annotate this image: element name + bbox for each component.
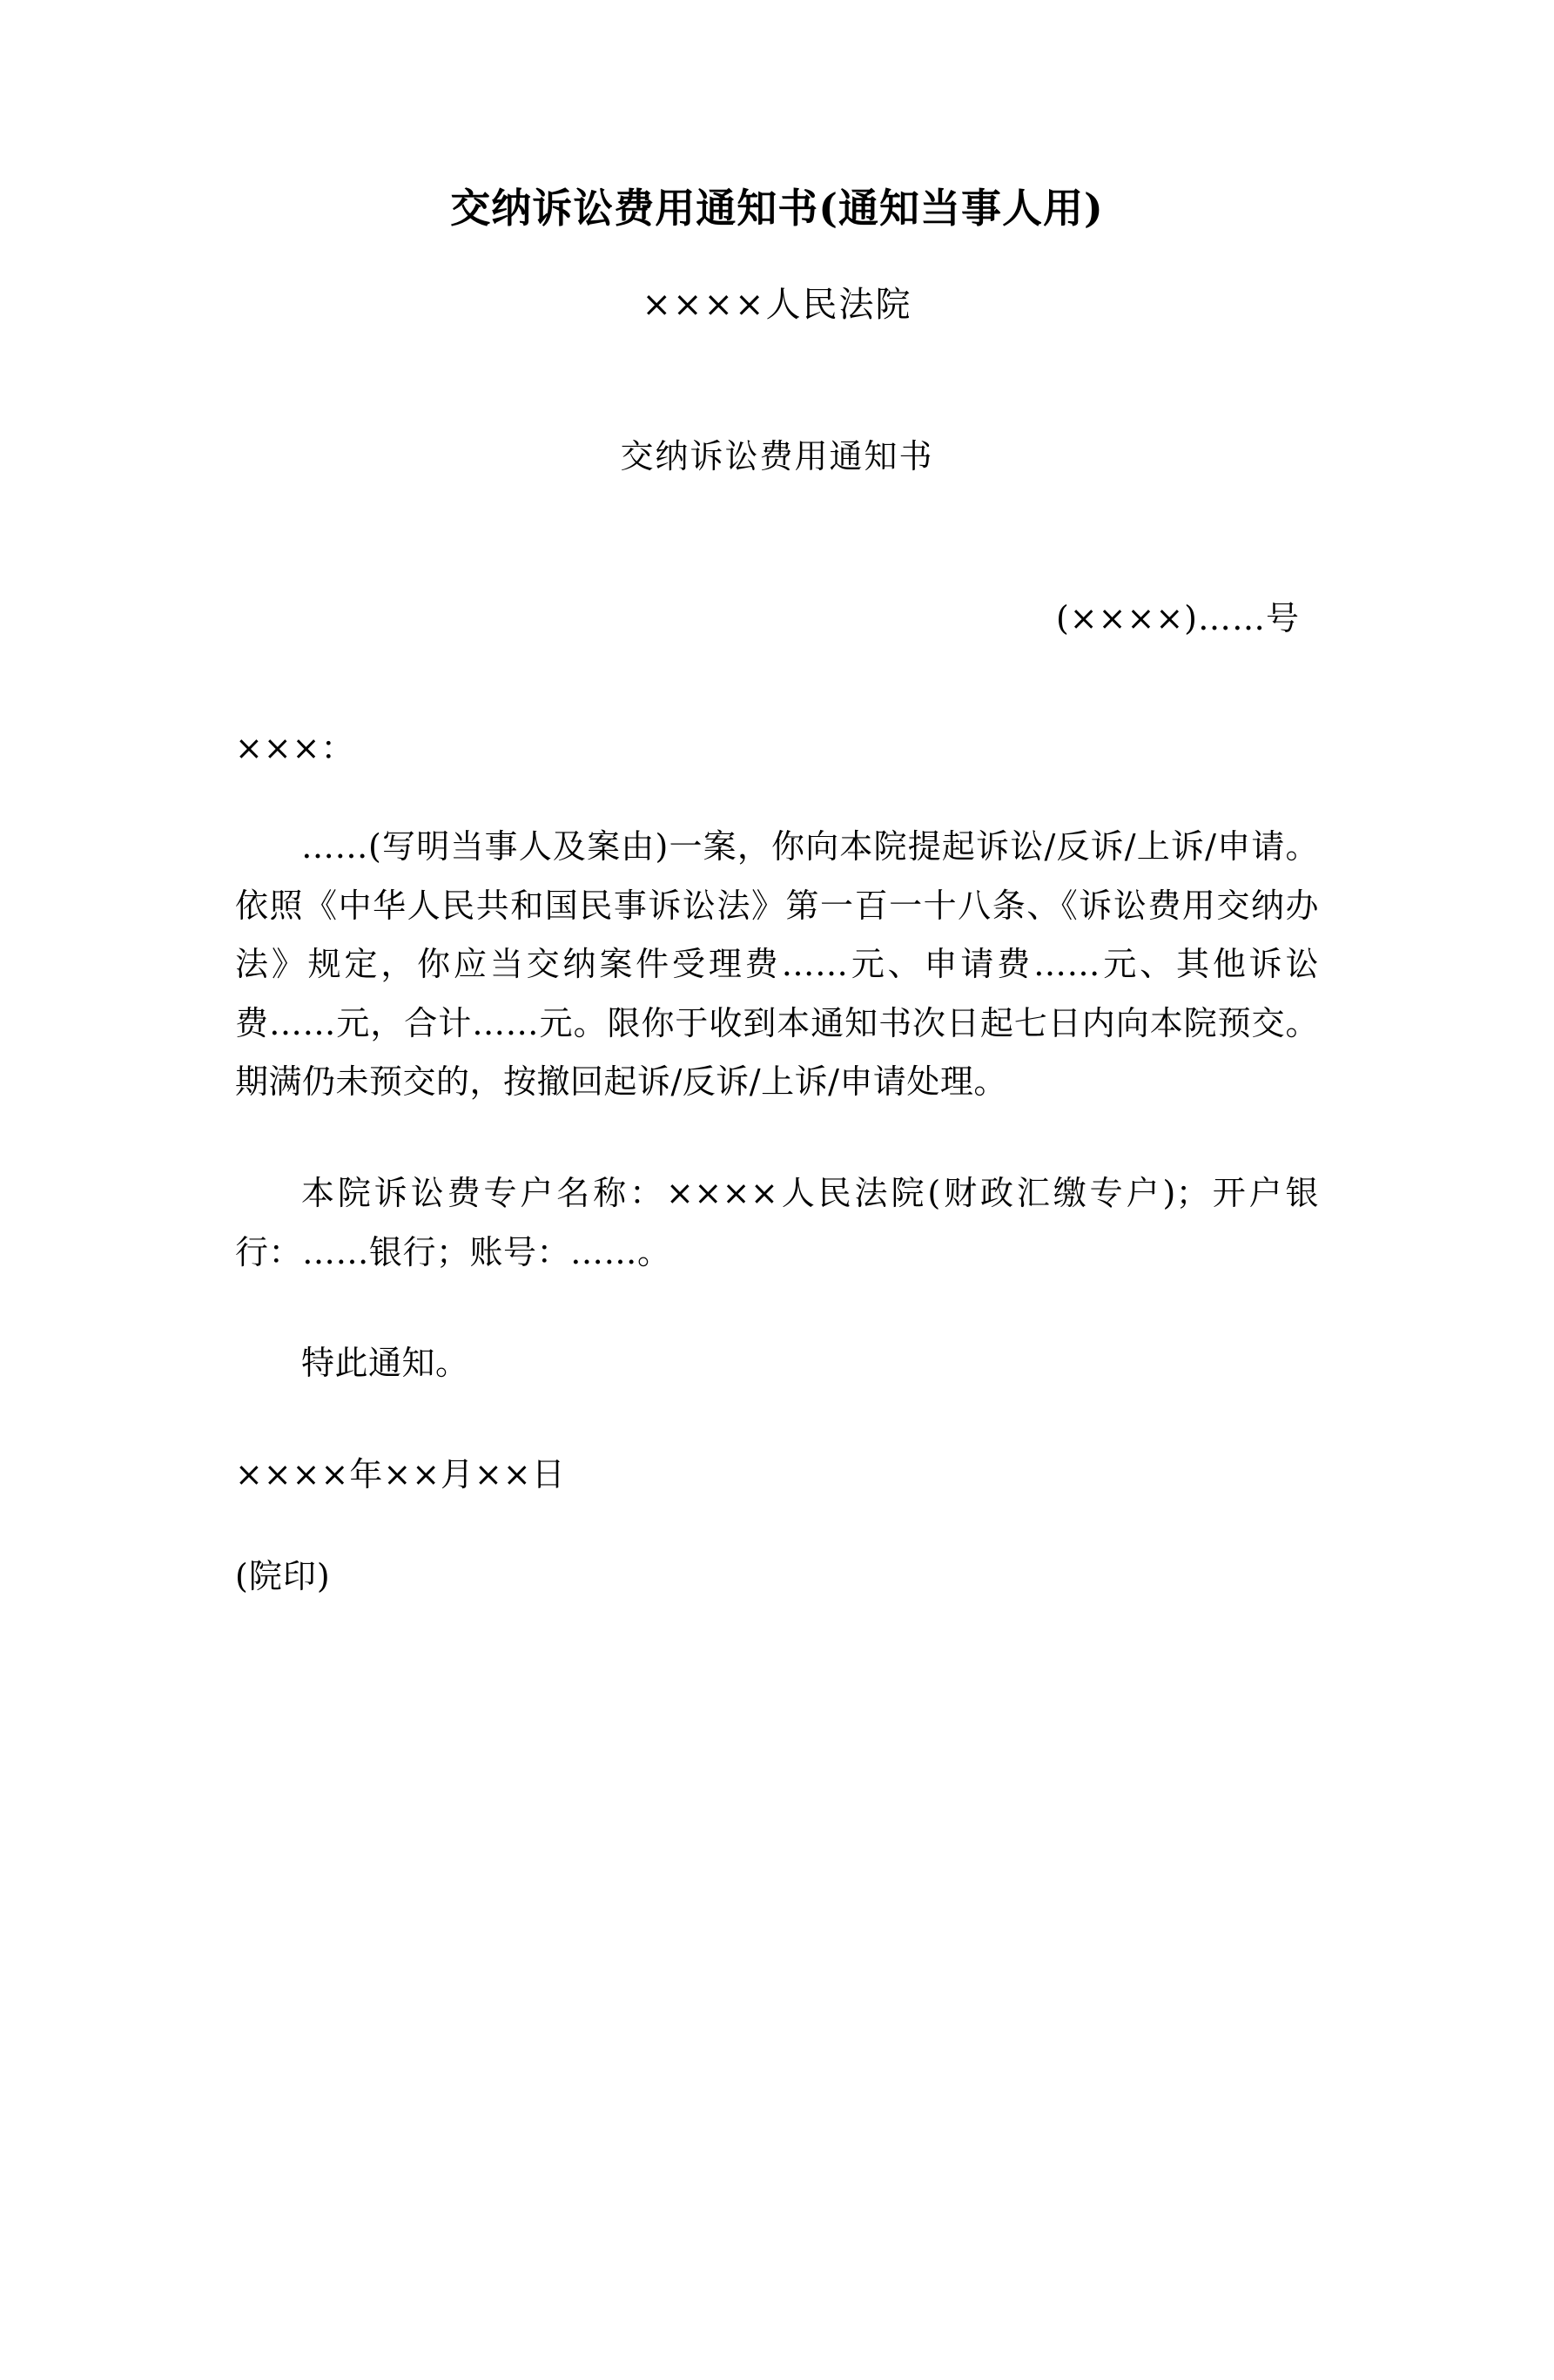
date-line: ××××年××月××日	[235, 1454, 566, 1493]
document-subtitle: 交纳诉讼费用通知书	[620, 436, 934, 475]
case-number: (××××)……号	[1055, 598, 1300, 637]
body-paragraph-2: 本院诉讼费专户名称：××××人民法院(财政汇缴专户)；开户银行：……银行；账号：……。	[235, 1174, 1319, 1271]
document-page	[0, 183, 1554, 2380]
addressee: ×××：	[235, 728, 355, 767]
body-paragraph-3: 特此通知。	[301, 1344, 469, 1383]
page-title: 交纳诉讼费用通知书(通知当事人用)	[450, 185, 1104, 232]
body-paragraph-1: ……(写明当事人及案由)一案，你向本院提起诉讼/反诉/上诉/申请。依照《中华人民共和国民事诉讼法》第一百一十八条、《诉讼费用交纳办法》规定，你应当交纳案件受理费……元、申请费……元、其他诉讼费……元，合计……元。限你于收到本通知书次日起七日内向本院预交。期满仍未预交的，按撤回起诉/反诉/上诉/申请处理。	[235, 826, 1319, 1102]
court-name: ××××人民法院	[642, 284, 912, 325]
seal-line: (院印)	[235, 1556, 331, 1595]
